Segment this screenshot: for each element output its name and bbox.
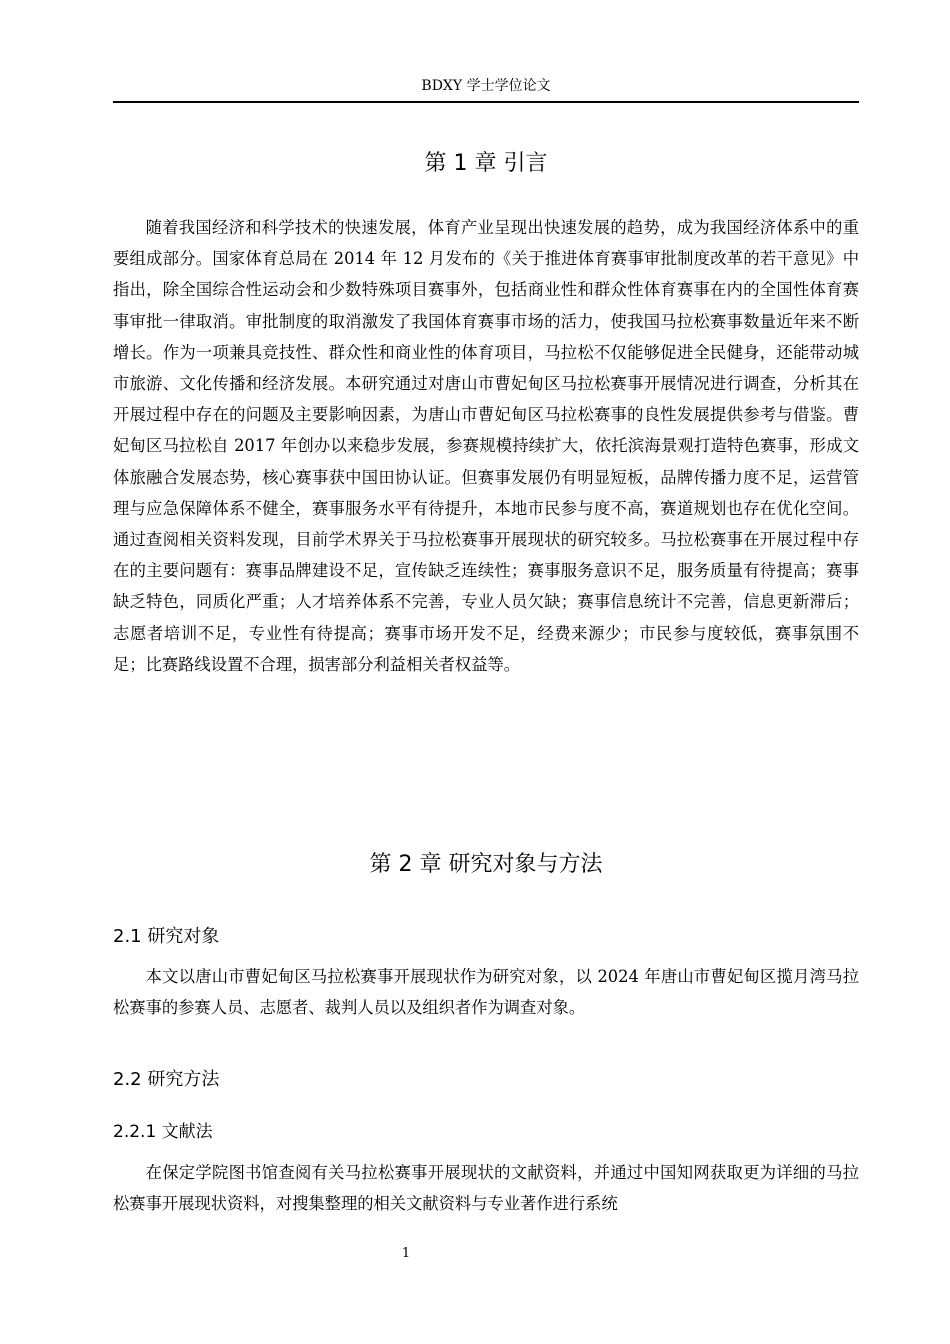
section-2-1-heading: 2.1 研究对象 xyxy=(113,926,220,947)
subsection-2-2-1-paragraph: 在保定学院图书馆查阅有关马拉松赛事开展现状的文献资料，并通过中国知网获取更为详细的马拉松赛事开展现状资料，对搜集整理的相关文献资料与专业著作进行系统 xyxy=(113,1163,859,1214)
section-2-1-paragraph: 本文以唐山市曹妃甸区马拉松赛事开展现状作为研究对象，以 2024 年唐山市曹妃甸区揽月湾马拉松赛事的参赛人员、志愿者、裁判人员以及组织者作为调查对象。 xyxy=(113,967,859,1018)
header-divider xyxy=(113,101,859,103)
chapter-2-title: 第 2 章 研究对象与方法 xyxy=(369,852,603,877)
chapter-1-title: 第 1 章 引言 xyxy=(424,151,548,176)
subsection-2-2-1-heading: 2.2.1 文献法 xyxy=(113,1122,213,1142)
page-number: 1 xyxy=(401,1246,411,1261)
running-header: BDXY 学士学位论文 xyxy=(421,78,551,94)
section-2-2-heading: 2.2 研究方法 xyxy=(113,1069,220,1090)
chapter-1-paragraph: 随着我国经济和科学技术的快速发展，体育产业呈现出快速发展的趋势，成为我国经济体系中的重要组成部分。国家体育总局在 2014 年 12 月发布的《关于推进体育赛事审批制度改革的若干意见》中指出，除全国综合性运动会和少数特殊项目赛事外，包括商业性和群众性体育赛事在内的全国性体育赛事审批一律取消。审批制度的取消激发了我国体育赛事市场的活力，使我国马拉松赛事数量近年来不断增长。作为一项兼具竞技性、群众性和商业性的体育项目，马拉松不仅能够促进全民健身，还能带动城市旅游、文化传播和经济发展。本研究通过对唐山市曹妃甸区马拉松赛事开展情况进行调查，分析其在开展过程中存在的问题及主要影响因素，为唐山市曹妃甸区马拉松赛事的良性发展提供参考与借鉴。曹妃甸区马拉松自 2017 年创办以来稳步发展，参赛规模持续扩大，依托滨海景观打造特色赛事，形成文体旅融合发展态势，核心赛事获中国田协认证。但赛事发展仍有明显短板，品牌传播力度不足，运营管理与应急保障体系不健全，赛事服务水平有待提升，本地市民参与度不高，赛道规划也存在优化空间。通过查阅相关资料发现，目前学术界关于马拉松赛事开展现状的研究较多。马拉松赛事在开展过程中存在的主要问题有：赛事品牌建设不足，宣传缺乏连续性；赛事服务意识不足，服务质量有待提高；赛事缺乏特色，同质化严重；人才培养体系不完善，专业人员欠缺；赛事信息统计不完善，信息更新滞后；志愿者培训不足，专业性有待提高；赛事市场开发不足，经费来源少；市民参与度较低，赛事氛围不足；比赛路线设置不合理，损害部分利益相关者权益等。 xyxy=(113,218,859,674)
